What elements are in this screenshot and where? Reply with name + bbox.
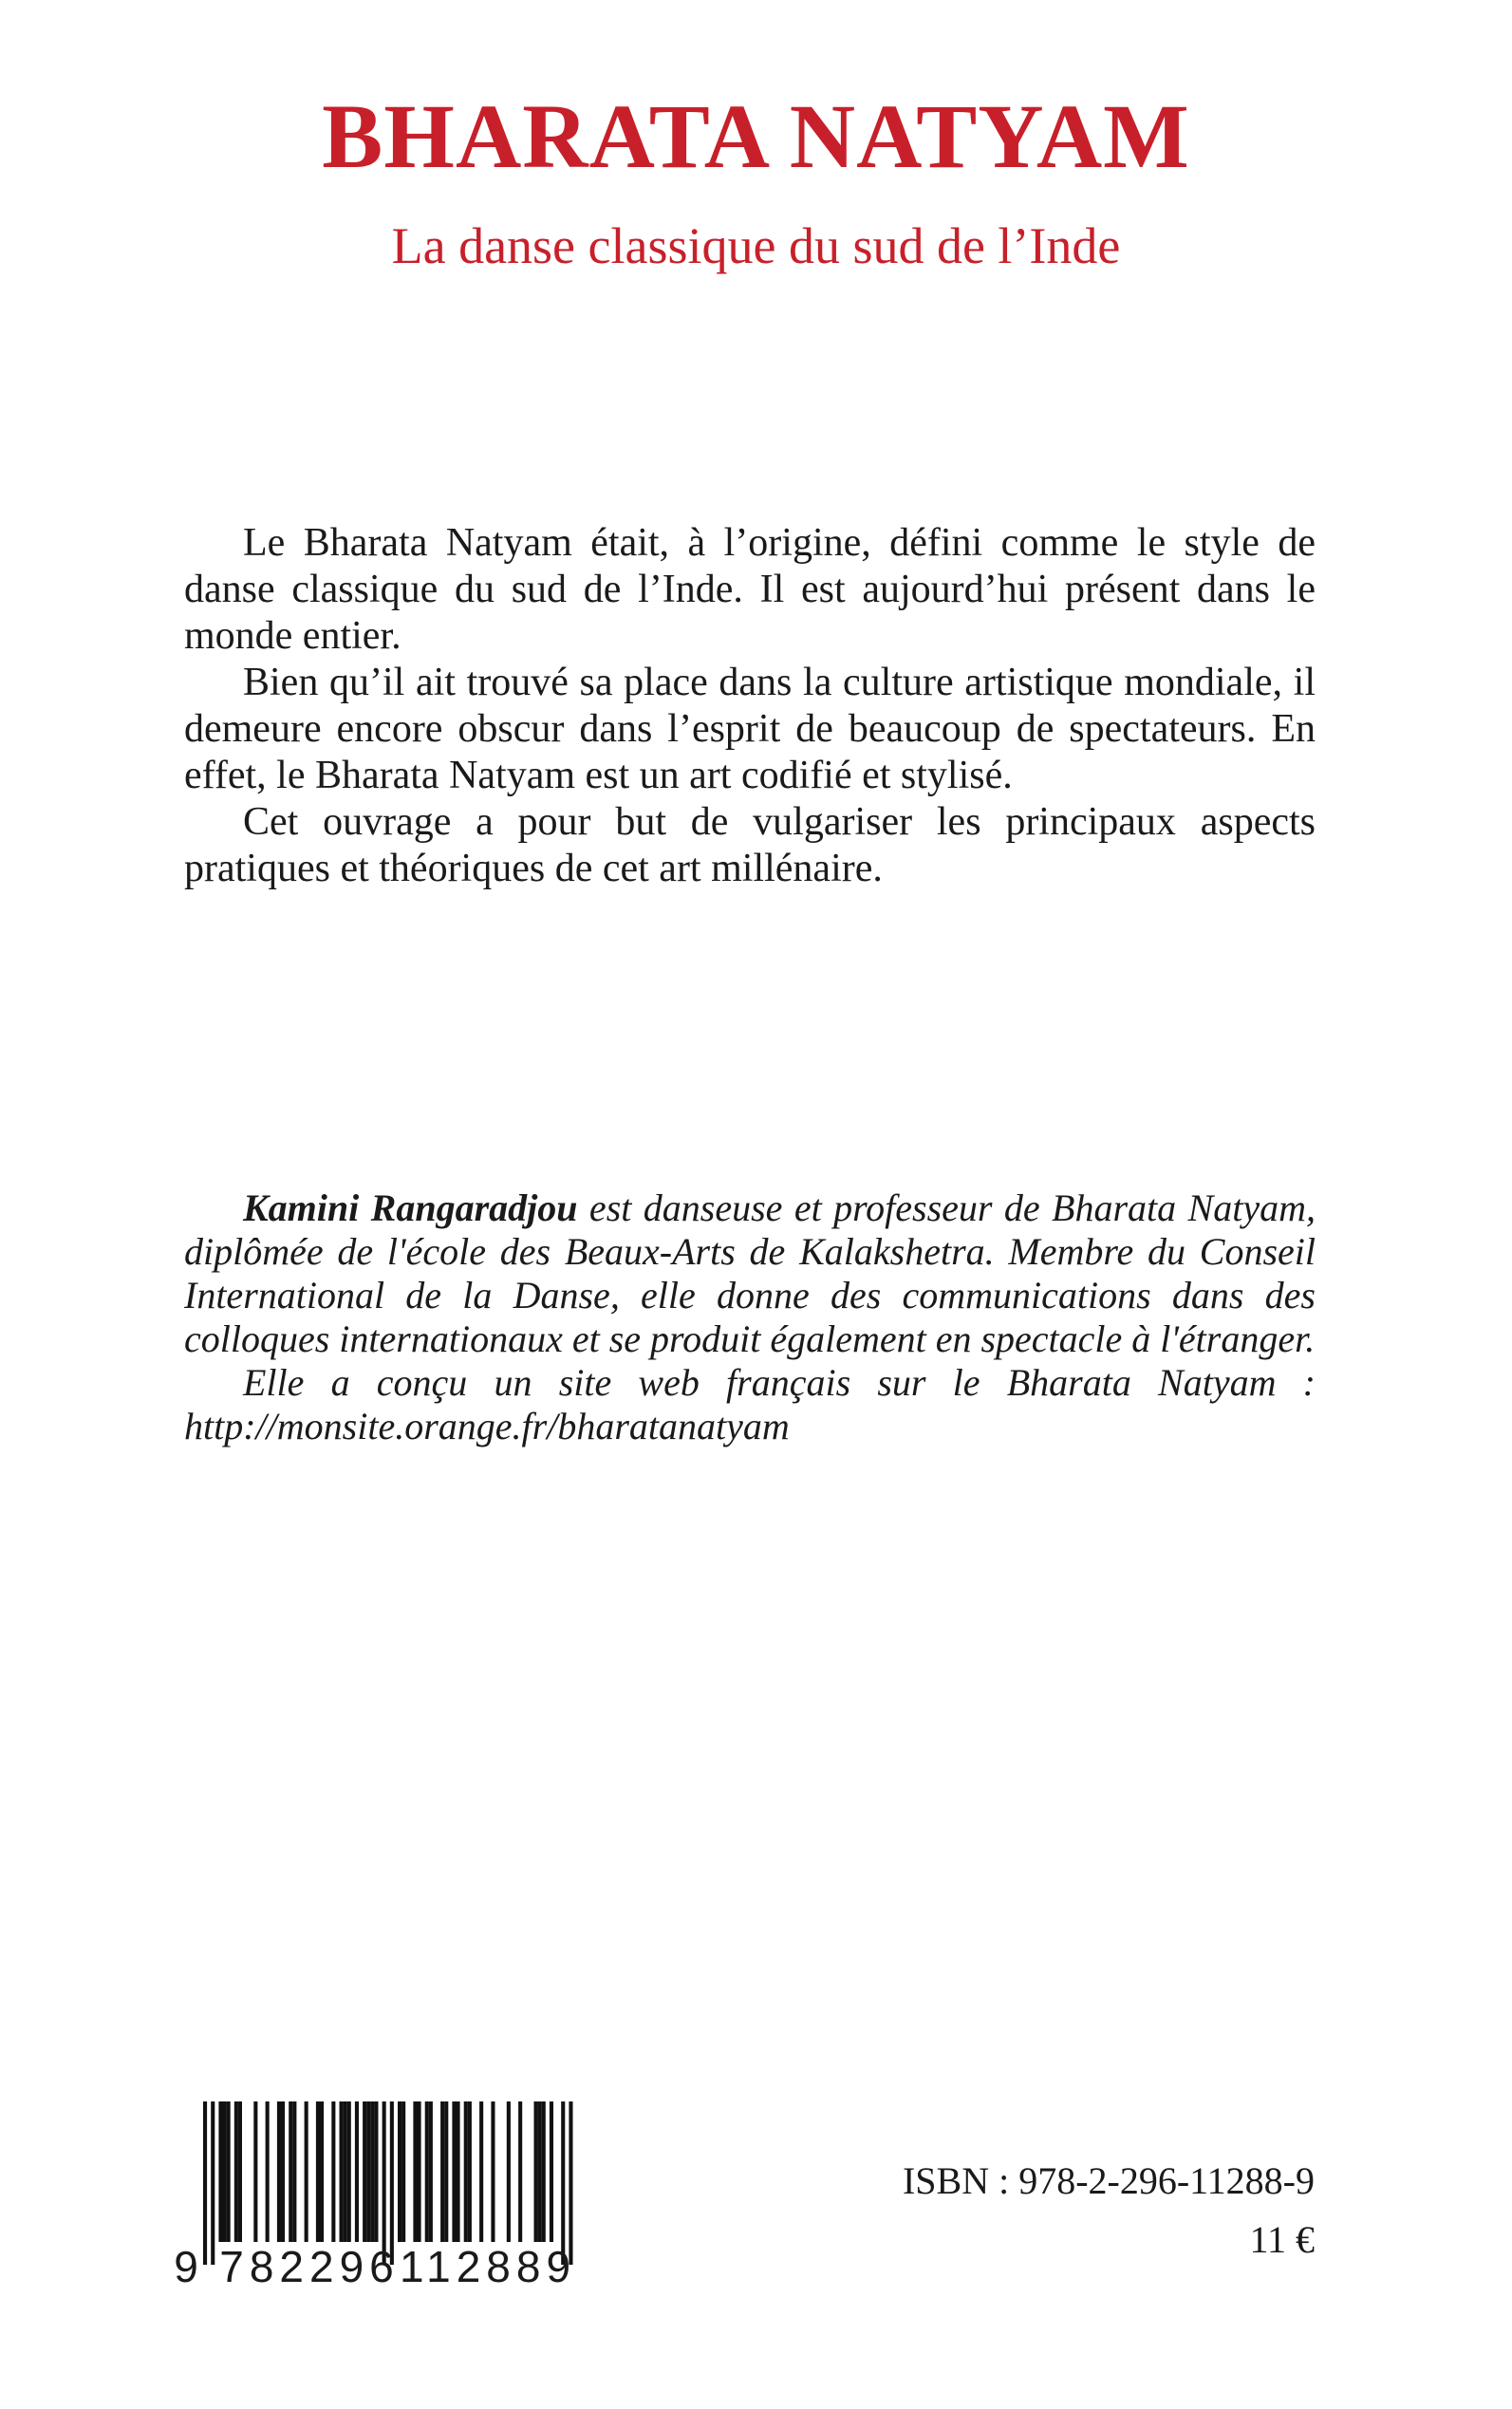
barcode-bar xyxy=(316,2101,320,2242)
barcode-bar xyxy=(413,2101,417,2242)
price: 11 € xyxy=(1249,2218,1315,2261)
barcode-bar xyxy=(340,2101,344,2242)
author-bio-text: est danseuse et professeur de Bharata Natyam, diplômée de l'école des Beaux-Arts de Kalakshetra. Membre du Conseil International de la Danse, elle donne des communications dans des colloques internationaux et se produit également en spectacle à l'étranger. xyxy=(184,1186,1316,1360)
author-bio-paragraph xyxy=(184,1186,1316,1361)
barcode-graphic xyxy=(174,2098,608,2291)
barcode xyxy=(174,2098,608,2291)
barcode-guard-bar xyxy=(211,2101,215,2265)
barcode-bar xyxy=(223,2101,227,2242)
book-subtitle: La danse classique du sud de l’Inde xyxy=(391,217,1121,274)
barcode-bar xyxy=(429,2101,433,2242)
barcode-bar xyxy=(452,2101,456,2242)
blurb-paragraph: Cet ouvrage a pour but de vulgariser les principaux aspects pratiques et théoriques de cet art millénaire. xyxy=(184,800,1316,890)
barcode-guard-bar xyxy=(203,2101,207,2265)
barcode-bar xyxy=(374,2101,378,2242)
barcode-bar xyxy=(440,2101,444,2242)
barcode-bar xyxy=(542,2101,546,2242)
barcode-digits-right: 112889 xyxy=(399,2242,577,2291)
barcode-bar xyxy=(234,2101,238,2242)
barcode-bar xyxy=(518,2101,522,2242)
barcode-digit-first: 9 xyxy=(174,2242,198,2291)
barcode-guard-bar xyxy=(569,2101,572,2265)
barcode-bar xyxy=(281,2101,285,2242)
barcode-guard-bar xyxy=(383,2101,386,2265)
author-name: Kamini Rangaradjou xyxy=(243,1186,578,1229)
barcode-bar xyxy=(277,2101,281,2242)
barcode-bars xyxy=(203,2101,573,2265)
barcode-bar xyxy=(344,2101,347,2242)
barcode-bar xyxy=(366,2101,370,2242)
barcode-digits-left: 782296 xyxy=(219,2242,400,2291)
back-cover-blurb xyxy=(184,520,1316,892)
barcode-bar xyxy=(418,2101,421,2242)
barcode-bar xyxy=(507,2101,511,2242)
barcode-bar xyxy=(218,2101,222,2242)
barcode-bar xyxy=(534,2101,538,2242)
blurb-paragraph: Le Bharata Natyam était, à l’origine, défini comme le style de danse classique du sud de l’Inde. Il est aujourd’hui présent dans le monde entier. xyxy=(184,521,1316,658)
barcode-bar xyxy=(370,2101,374,2242)
barcode-bar xyxy=(320,2101,324,2242)
barcode-bar xyxy=(355,2101,359,2242)
author-bio xyxy=(184,1186,1316,1448)
barcode-bar xyxy=(347,2101,351,2242)
barcode-bar xyxy=(457,2101,460,2242)
barcode-bar xyxy=(398,2101,401,2242)
barcode-bar xyxy=(305,2101,308,2242)
barcode-bar xyxy=(289,2101,292,2242)
barcode-bar xyxy=(363,2101,366,2242)
barcode-guard-bar xyxy=(561,2101,565,2265)
blurb-paragraph: Bien qu’il ait trouvé sa place dans la culture artistique mondiale, il demeure encore obscur dans l’esprit de beaucoup de spectateurs. En effet, le Bharata Natyam est un art codifié et stylisé. xyxy=(184,661,1316,797)
barcode-bar xyxy=(425,2101,429,2242)
barcode-bar xyxy=(401,2101,405,2242)
barcode-bar xyxy=(266,2101,270,2242)
author-website-paragraph: Elle a conçu un site web français sur le Bharata Natyam : http://monsite.orange.fr/bharatanatyam xyxy=(184,1361,1316,1447)
barcode-bar xyxy=(538,2101,542,2242)
book-title: BHARATA NATYAM xyxy=(322,85,1190,187)
barcode-guard-bar xyxy=(390,2101,394,2265)
barcode-bar xyxy=(444,2101,448,2242)
isbn: ISBN : 978-2-296-11288-9 xyxy=(902,2159,1315,2202)
barcode-bar xyxy=(331,2101,335,2242)
barcode-bar xyxy=(227,2101,231,2242)
barcode-bar xyxy=(464,2101,468,2242)
barcode-bar xyxy=(292,2101,296,2242)
barcode-bar xyxy=(253,2101,257,2242)
barcode-bar xyxy=(238,2101,242,2242)
barcode-bar xyxy=(491,2101,495,2242)
barcode-bar xyxy=(479,2101,483,2242)
barcode-bar xyxy=(468,2101,472,2242)
barcode-bar xyxy=(550,2101,553,2242)
